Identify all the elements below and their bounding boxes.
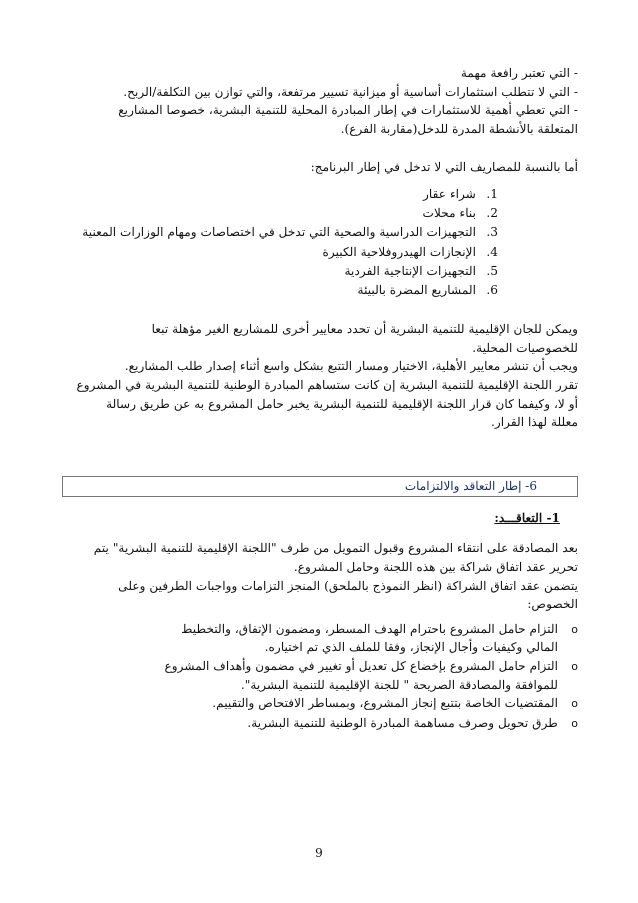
item-number: 5.	[486, 263, 498, 278]
paragraph-line: يتضمن عقد اتفاق الشراكة (انظر النموذج بالملحق) المنجز التزامات وواجبات الطرفين وعلى	[118, 578, 578, 593]
list-item	[62, 620, 578, 657]
bullet-circle-icon: o	[571, 716, 578, 730]
paragraph-line: تحرير عقد اتفاق شراكة بين هذه اللجنة وحامل المشروع.	[293, 559, 578, 574]
list-item	[62, 694, 578, 714]
paragraph-line: بعد المصادقة على انتقاء المشروع وقبول التمويل من طرف "اللجنة الإقليمية للتنمية البشرية" يتم	[93, 541, 578, 556]
criteria-line: المتعلقة بالأنشطة المدرة للدخل(مقاربة الفرع).	[340, 121, 578, 136]
item-text: التزام حامل المشروع باحترام الهدف المسطر، ومضمون الإتفاق، والتخطيط	[181, 621, 558, 636]
item-number: 2.	[486, 206, 498, 221]
list-item	[62, 262, 578, 281]
page-number: 9	[315, 846, 323, 860]
contract-obligations-list	[62, 620, 578, 734]
list-item	[62, 281, 578, 300]
paragraph-local-criteria	[62, 320, 578, 357]
list-item	[62, 714, 578, 734]
paragraph-line: ويجب أن تنشر معايير الأهلية، الاختيار ومسار التتبع بشكل واسع أثناء إصدار طلب المشاريع.	[124, 359, 578, 374]
paragraph-line: معللة لهذا القرار.	[490, 415, 578, 430]
item-number: 1.	[486, 186, 498, 201]
bullet-circle-icon: o	[571, 622, 578, 636]
list-item	[62, 657, 578, 694]
excluded-expenses-intro: أما بالنسبة للمصاريف التي لا تدخل في إطار البرنامج:	[310, 160, 578, 175]
item-number: 4.	[486, 244, 498, 259]
subsection-heading: 1- التعاقـــد:	[494, 510, 560, 525]
list-item	[62, 204, 578, 223]
paragraph-line: ويمكن للجان الإقليمية للتنمية البشرية أن تحدد معايير أخرى للمشاريع الغير مؤهلة تبعا	[151, 322, 578, 337]
paragraph-line: للخصوصيات المحلية.	[472, 340, 578, 355]
paragraph-committee-decision	[62, 357, 578, 431]
item-text: التزام حامل المشروع بإخضاع كل تعديل أو تغيير في مضمون وأهداف المشروع	[164, 658, 558, 673]
list-item	[62, 223, 578, 242]
paragraph-line: الخصوص:	[527, 597, 578, 612]
excluded-expenses-list	[62, 185, 578, 300]
intro-criteria	[62, 64, 578, 138]
item-text: طرق تحويل وصرف مساهمة المبادرة الوطنية للتنمية البشرية.	[247, 715, 558, 730]
criteria-line: - التي تعتبر رافعة مهمة	[460, 66, 578, 80]
item-text: التجهيزات الإنتاجية الفردية	[344, 263, 476, 278]
criteria-line: - التي لا تتطلب استثمارات أساسية أو ميزانية تسيير مرتفعة، والتي توازن بين التكلفة/الربح.	[123, 84, 578, 99]
document-page	[62, 64, 578, 733]
item-text: بناء محلات	[422, 206, 476, 221]
item-number: 6.	[486, 282, 498, 297]
list-item	[62, 185, 578, 204]
item-text: الإنجازات الهيدروفلاحية الكبيرة	[322, 244, 476, 259]
section-heading-box	[62, 476, 578, 497]
list-item	[62, 243, 578, 262]
paragraph-line: أو لا، وكيفما كان قرار اللجنة الإقليمية للتنمية البشرية يخبر حامل المشروع به عن طريق رسالة	[106, 396, 578, 411]
paragraph-line: تقرر اللجنة الإقليمية للتنمية البشرية إن كانت ستساهم المبادرة الوطنية للتنمية البشرية في المشروع	[76, 377, 578, 392]
item-text: المشاريع المضرة بالبيئة	[357, 282, 476, 297]
bullet-circle-icon: o	[571, 697, 578, 711]
item-number: 3.	[486, 225, 498, 240]
item-text: شراء عقار	[423, 186, 476, 201]
item-text: المالي وكيفيات وأجال الإنجاز، وفقا للملف الذي تم اختياره.	[264, 640, 558, 655]
item-text: المقتضيات الخاصة بتتبع إنجاز المشروع، وبمساطر الافتحاص والتقييم.	[212, 696, 558, 711]
item-text: التجهيزات الدراسية والصحية التي تدخل في اختصاصات ومهام الوزارات المعنية	[82, 225, 476, 240]
bullet-circle-icon: o	[571, 659, 578, 673]
item-text: للموافقة والمصادقة الصريحة " للجنة الإقليمية للتنمية البشرية".	[240, 677, 558, 692]
contract-paragraph	[62, 539, 578, 613]
criteria-line: - التي تعطي أهمية للاستثمارات في إطار المبادرة المحلية للتنمية البشرية، خصوصا المشاريع	[118, 103, 578, 118]
section-heading: 6- إطار التعاقد والالتزامات	[404, 478, 537, 493]
